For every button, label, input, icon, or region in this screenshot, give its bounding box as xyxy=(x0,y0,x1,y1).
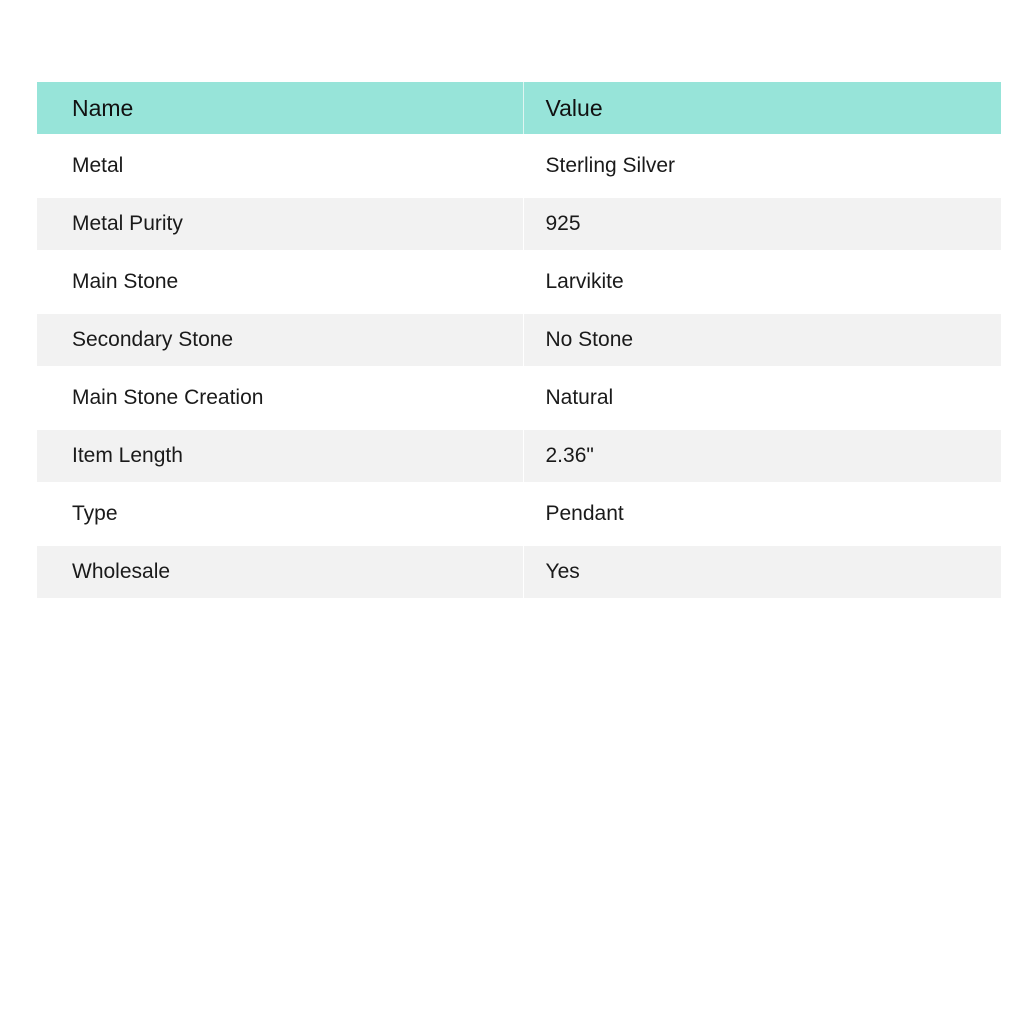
row-name-cell: Item Length xyxy=(37,430,523,482)
row-name-cell: Wholesale xyxy=(37,546,523,598)
row-value-cell: 925 xyxy=(523,198,1001,250)
table-row xyxy=(37,430,1001,482)
row-value-cell: Yes xyxy=(523,546,1001,598)
row-value-cell: Natural xyxy=(523,366,1001,430)
row-name-cell: Metal xyxy=(37,134,523,198)
row-value-cell: Larvikite xyxy=(523,250,1001,314)
table-row xyxy=(37,482,1001,546)
table-header-row xyxy=(37,82,1001,134)
row-name-cell: Main Stone Creation xyxy=(37,366,523,430)
row-name-cell: Type xyxy=(37,482,523,546)
row-value-cell: Sterling Silver xyxy=(523,134,1001,198)
table-row xyxy=(37,250,1001,314)
column-header-name: Name xyxy=(37,82,523,134)
table-row xyxy=(37,198,1001,250)
column-header-value: Value xyxy=(523,82,1001,134)
table-row xyxy=(37,366,1001,430)
row-name-cell: Metal Purity xyxy=(37,198,523,250)
row-value-cell: 2.36" xyxy=(523,430,1001,482)
row-name-cell: Secondary Stone xyxy=(37,314,523,366)
table-row xyxy=(37,546,1001,598)
row-value-cell: Pendant xyxy=(523,482,1001,546)
row-name-cell: Main Stone xyxy=(37,250,523,314)
table-row xyxy=(37,314,1001,366)
table-row xyxy=(37,134,1001,198)
row-value-cell: No Stone xyxy=(523,314,1001,366)
specifications-table xyxy=(37,82,1001,598)
